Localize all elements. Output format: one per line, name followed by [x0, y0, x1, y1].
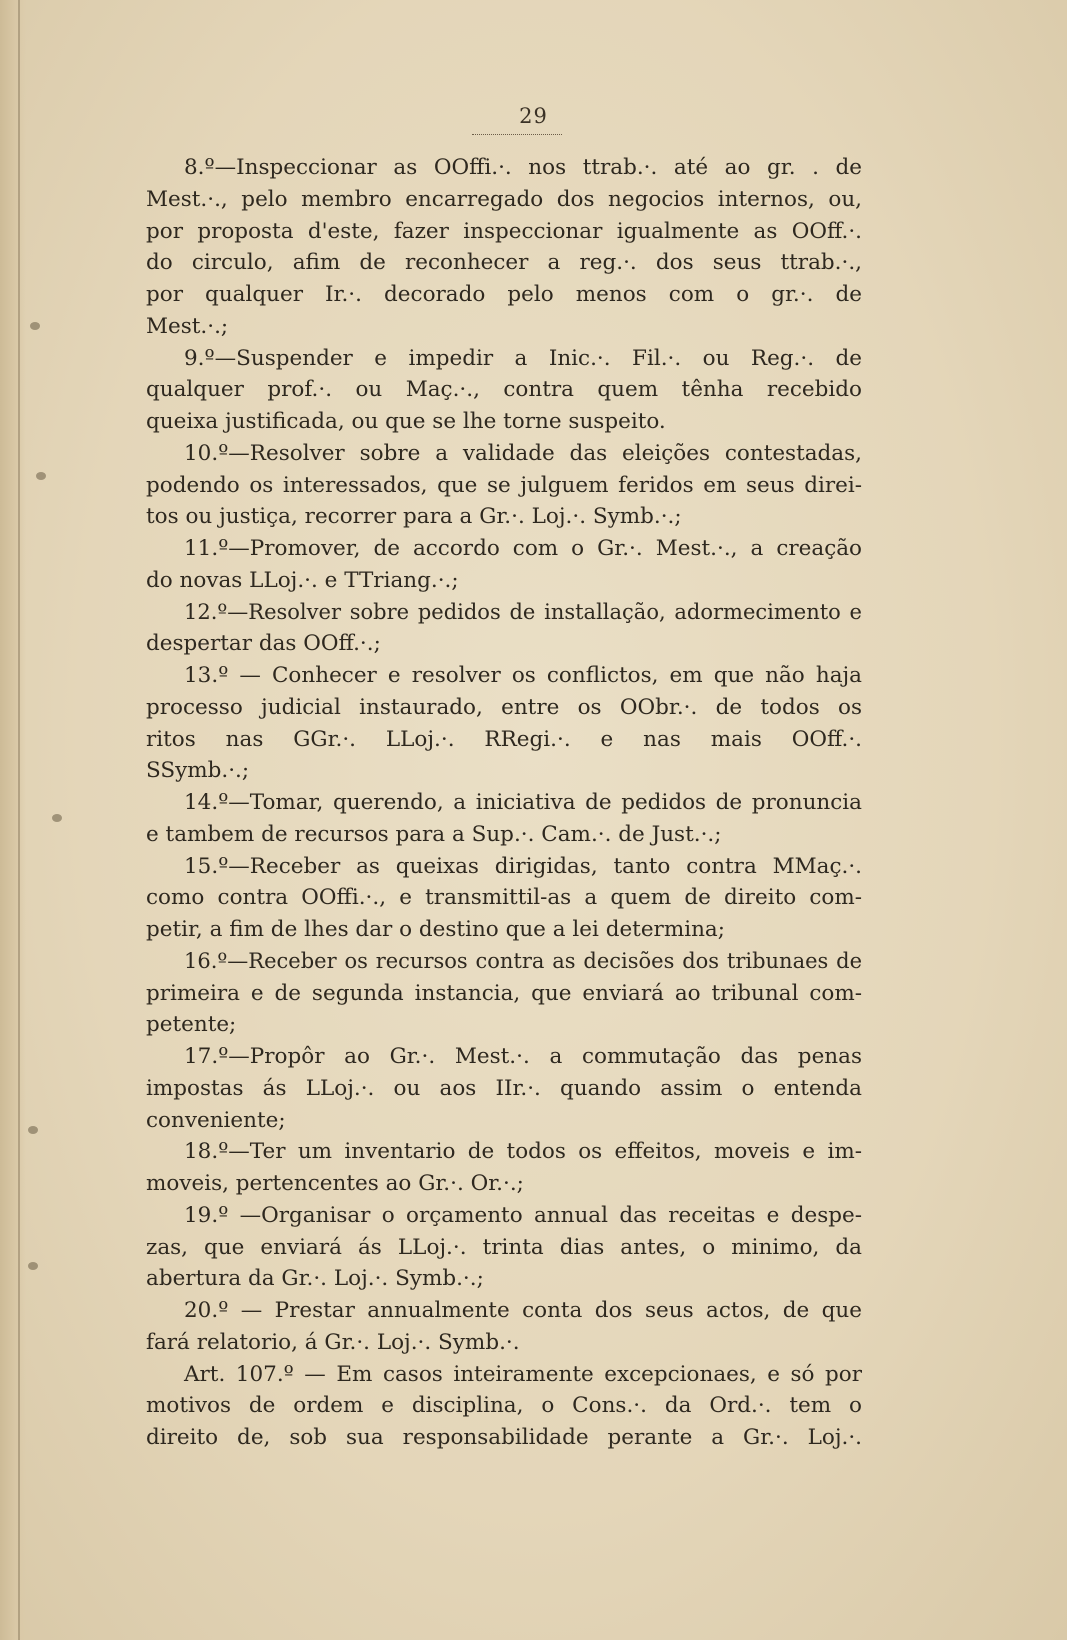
page-number: 29 [519, 104, 548, 128]
ink-spot [30, 322, 40, 330]
text-line: 15.º—Receber as queixas dirigidas, tanto contra MMaç.·. [184, 853, 862, 879]
text-line: petir, a fim de lhes dar o destino que a lei determina; [146, 917, 725, 942]
binding-line [18, 0, 20, 1640]
text-line: primeira e de segunda instancia, que enviará ao tribunal com- [146, 980, 862, 1006]
text-line: Mest.·.; [146, 313, 229, 339]
text-line: como contra OOffi.·., e transmittil-as a quem de direito com- [146, 885, 862, 911]
page-number-rule [472, 134, 562, 136]
text-line: do novas LLoj.·. e TTriang.·.; [146, 567, 459, 593]
text-line: 20.º — Prestar annualmente conta dos seus actos, de que [184, 1298, 862, 1323]
text-line: moveis, pertencentes ao Gr.·. Or.·.; [146, 1171, 524, 1196]
text-line: 10.º—Resolver sobre a validade das eleições contestadas, [184, 440, 862, 466]
ink-spot [28, 1262, 38, 1270]
text-line: SSymb.·.; [146, 758, 250, 784]
text-line: conveniente; [146, 1107, 286, 1133]
text-line: 18.º—Ter um inventario de todos os effeitos, moveis e im- [184, 1139, 862, 1165]
text-line: 13.º — Conhecer e resolver os conflictos, em que não haja [184, 663, 862, 688]
text-line: por proposta d'este, fazer inspeccionar igualmente as OOff.·. [146, 218, 862, 244]
text-line: despertar das OOff.·.; [146, 631, 381, 657]
text-line: petente; [146, 1012, 237, 1038]
text-line: queixa justificada, ou que se lhe torne suspeito. [146, 409, 666, 434]
text-line: 14.º—Tomar, querendo, a iniciativa de pedidos de pronuncia [184, 790, 862, 815]
text-line: do circulo, afim de reconhecer a reg.·. dos seus ttrab.·., [146, 250, 862, 276]
text-line: 19.º —Organisar o orçamento annual das receitas e despe- [184, 1202, 862, 1228]
text-line: processo judicial instaurado, entre os OObr.·. de todos os [146, 694, 862, 720]
text-line: e tambem de recursos para a Sup.·. Cam.·. de Just.·.; [146, 821, 722, 847]
body-text [146, 152, 862, 1454]
text-line: 12.º—Resolver sobre pedidos de installação, adormecimento e [184, 599, 862, 624]
text-line: motivos de ordem e disciplina, o Cons.·. da Ord.·. tem o [146, 1393, 862, 1419]
text-line: zas, que enviará ás LLoj.·. trinta dias antes, o minimo, da [146, 1234, 862, 1260]
text-line: tos ou justiça, recorrer para a Gr.·. Loj.·. Symb.·.; [146, 504, 682, 530]
text-line: Mest.·., pelo membro encarregado dos negocios internos, ou, [146, 186, 862, 212]
text-line: Art. 107.º — Em casos inteiramente excepcionaes, e só por [184, 1361, 862, 1387]
text-line: ritos nas GGr.·. LLoj.·. RRegi.·. e nas mais OOff.·. [146, 726, 862, 752]
text-line: impostas ás LLoj.·. ou aos IIr.·. quando assim o entenda [146, 1075, 862, 1101]
text-line: 16.º—Receber os recursos contra as decisões dos tribunaes de [184, 948, 862, 973]
text-line: 17.º—Propôr ao Gr.·. Mest.·. a commutação das penas [184, 1044, 862, 1069]
text-line: podendo os interessados, que se julguem feridos em seus direi- [146, 472, 862, 498]
text-line: qualquer prof.·. ou Maç.·., contra quem tênha recebido [146, 377, 862, 403]
text-line: 8.º—Inspeccionar as OOffi.·. nos ttrab.·. até ao gr. . de [184, 155, 862, 180]
ink-spot [28, 1126, 38, 1134]
binding-edge [0, 0, 26, 1640]
text-line: 9.º—Suspender e impedir a Inic.·. Fil.·. ou Reg.·. de [184, 345, 862, 371]
text-line: por qualquer Ir.·. decorado pelo menos com o gr.·. de [146, 282, 862, 307]
text-line: abertura da Gr.·. Loj.·. Symb.·.; [146, 1266, 484, 1292]
ink-spot [52, 814, 62, 822]
text-line: direito de, sob sua responsabilidade perante a Gr.·. Loj.·. [146, 1425, 862, 1450]
text-line: fará relatorio, á Gr.·. Loj.·. Symb.·. [146, 1329, 520, 1355]
ink-spot [36, 472, 46, 480]
text-line: 11.º—Promover, de accordo com o Gr.·. Mest.·., a creação [184, 536, 862, 561]
